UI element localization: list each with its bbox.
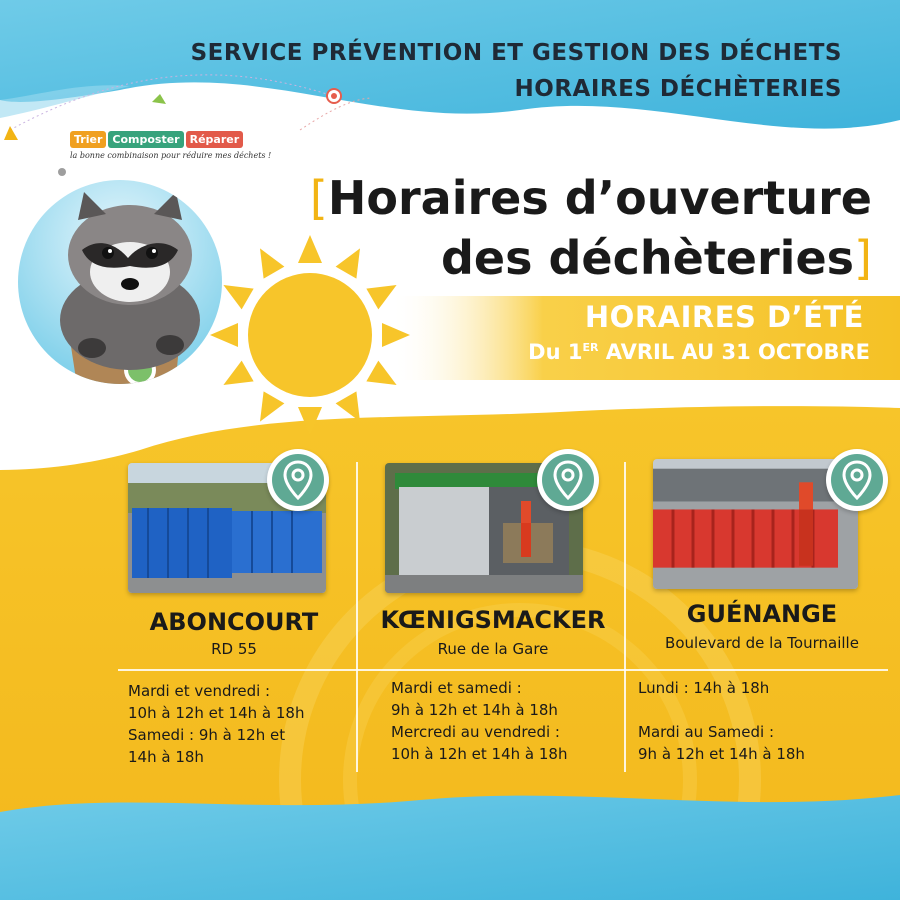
hours-line: [638, 699, 805, 721]
site-address-guenange: Boulevard de la Tournaille: [665, 634, 859, 652]
hours-line: Lundi : 14h à 18h: [638, 679, 770, 697]
hours-line: 9h à 12h et 14h à 18h: [391, 701, 558, 719]
row-divider: [118, 669, 888, 671]
hours-guenange: [638, 677, 805, 765]
dates-rest: AVRIL AU 31 OCTOBRE: [598, 340, 870, 364]
header-service-title: SERVICE PRÉVENTION ET GESTION DES DÉCHETS: [190, 40, 842, 66]
site-address-aboncourt: RD 55: [211, 640, 257, 658]
title-bracket-open: [: [309, 171, 328, 225]
hours-line: 10h à 12h et 14h à 18h: [128, 704, 305, 722]
location-pin-icon: [267, 449, 329, 511]
title-line-1: Horaires d’ouverture: [327, 171, 872, 225]
column-divider: [356, 462, 358, 772]
hours-aboncourt: [128, 680, 304, 768]
site-address-koenigsmacker: Rue de la Gare: [437, 640, 549, 658]
summer-hours-title: HORAIRES D’ÉTÉ: [584, 300, 864, 334]
site-name-aboncourt: ABONCOURT: [149, 608, 319, 636]
hours-line: Mardi et samedi :: [391, 679, 522, 697]
location-pin-icon: [537, 449, 599, 511]
hours-line: Mercredi au vendredi :: [391, 723, 560, 741]
logo-word-trier: Trier: [70, 131, 106, 148]
summer-hours-dates: [528, 340, 870, 364]
logo-tagline: la bonne combinaison pour réduire mes déchets !: [70, 151, 272, 160]
hours-line: 14h à 18h: [128, 748, 204, 766]
raccoon-illustration: [18, 180, 222, 392]
hours-koenigsmacker: [391, 677, 567, 765]
hours-line: 10h à 12h et 14h à 18h: [391, 745, 568, 763]
site-name-guenange: GUÉNANGE: [686, 600, 838, 628]
dates-superscript: ER: [582, 341, 599, 354]
title-line-2: des déchèteries: [440, 231, 855, 285]
hours-line: Mardi au Samedi :: [638, 723, 775, 741]
main-title: [310, 168, 872, 288]
location-pin-icon: [826, 449, 888, 511]
logo-word-reparer: Réparer: [186, 131, 244, 148]
column-divider: [624, 462, 626, 772]
header-subtitle: HORAIRES DÉCHÈTERIES: [514, 76, 842, 102]
campaign-logo: [70, 128, 271, 160]
site-name-koenigsmacker: KŒNIGSMACKER: [380, 606, 606, 634]
dates-prefix: Du 1: [528, 340, 583, 364]
title-bracket-close: ]: [854, 231, 872, 285]
hours-line: 9h à 12h et 14h à 18h: [638, 745, 805, 763]
hours-line: Mardi et vendredi :: [128, 682, 271, 700]
hours-line: Samedi : 9h à 12h et: [128, 726, 286, 744]
logo-word-composter: Composter: [108, 131, 183, 148]
